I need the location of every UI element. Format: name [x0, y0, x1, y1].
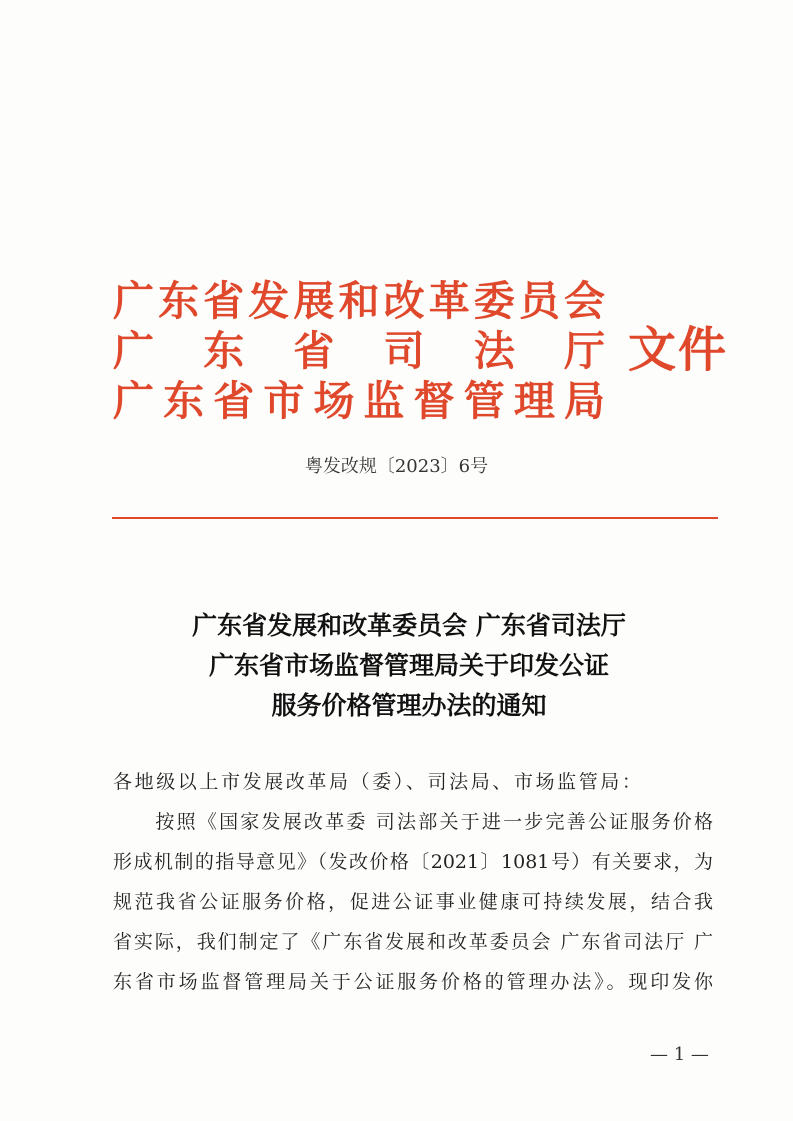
issuer-line-3: 广东省市场监督管理局 — [113, 377, 605, 425]
salutation: 各地级以上市发展改革局（委）、司法局、市场监管局： — [113, 771, 644, 793]
title-line: 广东省发展和改革委员会 广东省司法厅 — [192, 611, 626, 640]
title-line: 广东省市场监督管理局关于印发公证 — [208, 651, 609, 680]
page-number: — 1 — — [650, 1044, 709, 1065]
issuer-char: 厅 — [564, 327, 606, 375]
body-line: 东省市场监督管理局关于公证服务价格的管理办法》。现印发你 — [113, 971, 713, 993]
body-line: 形成机制的指导意见》（发改价格〔2021〕1081号）有关要求，为 — [113, 851, 713, 873]
issuer-char: 广 — [113, 327, 172, 375]
body-line: 按照《国家发展改革委 司法部关于进一步完善公证服务价格 — [113, 811, 713, 833]
title-line: 服务价格管理办法的通知 — [271, 691, 547, 720]
document-body — [113, 762, 713, 1002]
document-suffix: 文件 — [628, 322, 729, 378]
issuer-char: 法 — [473, 327, 533, 375]
body-line: 省实际，我们制定了《广东省发展和改革委员会 广东省司法厅 广 — [113, 931, 713, 953]
issuer-line-2-text — [113, 326, 605, 376]
issuer-char: 东 — [203, 327, 262, 375]
red-divider — [112, 517, 718, 519]
issuer-line-1: 广东省发展和改革委员会 — [113, 277, 605, 325]
document-title — [0, 606, 793, 726]
issuer-line-2 — [113, 326, 605, 376]
issuer-char: 司 — [383, 327, 443, 375]
body-line: 规范我省公证服务价格，促进公证事业健康可持续发展，结合我 — [113, 891, 713, 913]
document-number: 粤发改规〔2023〕6号 — [304, 456, 489, 477]
issuer-char: 省 — [293, 327, 352, 375]
